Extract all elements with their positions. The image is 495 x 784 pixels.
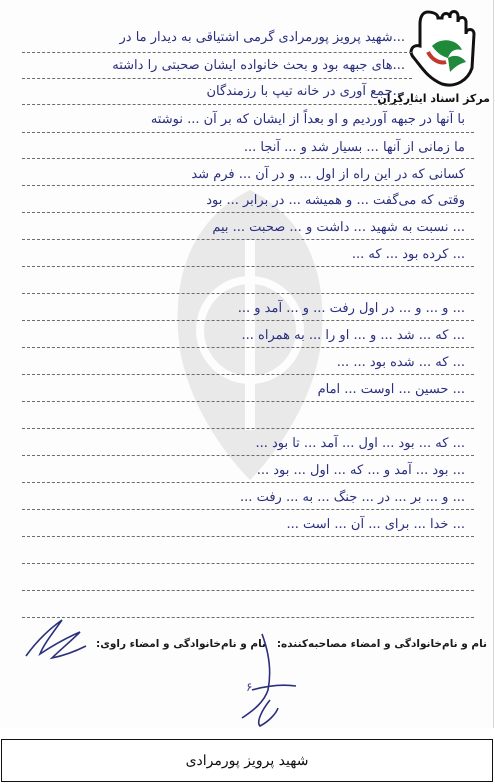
interviewer-signature-icon xyxy=(232,630,302,730)
ruled-line xyxy=(22,212,474,213)
handwritten-line: ...جمع آوری در خانه تیپ با رزمندگان xyxy=(206,84,405,99)
handwritten-line: ... بود ... آمد و ... که ... اول ... بود ... xyxy=(256,463,465,478)
caption-title: شهید پرویز پورمرادی xyxy=(185,752,309,769)
ruled-line xyxy=(22,536,474,537)
ruled-line xyxy=(22,320,474,321)
handwritten-line: ... که ... شد ... و ... او را ... به همراه ... xyxy=(241,328,465,343)
handwritten-line: ... و ... بر ... در ... جنگ ... به ... رفت ... xyxy=(240,490,465,505)
ruled-line xyxy=(22,293,474,294)
handwritten-line: ... که ... شده بود ... ... xyxy=(336,355,465,370)
hand-dove-logo-icon xyxy=(398,6,492,92)
ruled-line xyxy=(22,455,474,456)
interviewee-signature-label: نام و نام‌خانوادگی و امضاء راوی: xyxy=(96,638,266,650)
handwritten-line: ... که ... بود ... اول ... آمد ... تا بود ... xyxy=(255,436,465,451)
handwritten-line: وقتی که می‌گفت ... و همیشه ... در برابر ... بود xyxy=(206,193,465,208)
ruled-line xyxy=(22,401,474,402)
ruled-line xyxy=(22,266,474,267)
page-edge xyxy=(493,0,494,728)
organization-name: مرکز اسناد ایثارگران xyxy=(377,92,490,105)
organization-logo xyxy=(377,6,492,106)
page-number: ۶ xyxy=(246,680,253,694)
caption-box xyxy=(1,739,493,782)
handwritten-line: ...شهید پرویز پورمرادی گرمی اشتیاقی به دیدار ما در xyxy=(119,30,405,45)
ruled-line xyxy=(22,239,474,240)
handwritten-line: ...های جبهه بود و بحث خانواده ایشان صحبتی را داشته xyxy=(112,58,405,73)
handwritten-line: ... و ... و ... در اول رفت ... و ... آمد و ... xyxy=(237,301,465,316)
handwritten-line: ... کرده بود ... که ... xyxy=(351,247,465,262)
ruled-line xyxy=(22,374,474,375)
ruled-line xyxy=(22,185,474,186)
ruled-line xyxy=(22,563,474,564)
interviewer-signature-label: نام و نام‌خانوادگی و امضاء مصاحبه‌کننده: xyxy=(276,638,487,650)
interviewee-signature-icon xyxy=(22,612,92,664)
ruled-line xyxy=(22,132,474,133)
ruled-line xyxy=(22,428,474,429)
ruled-line xyxy=(22,347,474,348)
handwritten-line: ... خدا ... برای ... آن ... است ... xyxy=(286,517,465,532)
ruled-line xyxy=(22,482,474,483)
handwritten-line: ما زمانی از آنها ... بسیار شد و ... آنجا ... xyxy=(243,140,465,155)
handwritten-line: با آنها در جبهه آوردیم و او بعداً از ایشان که بر آن ... نوشته xyxy=(150,112,465,127)
ruled-line xyxy=(22,509,474,510)
ruled-line xyxy=(22,52,412,53)
ruled-line xyxy=(22,78,412,79)
handwritten-line: کسانی که در این راه از اول ... و در آن ... فرم شد xyxy=(191,167,465,182)
ruled-line xyxy=(22,158,474,159)
handwritten-line: ... نسبت به شهید ... داشت و ... صحبت ... بیم xyxy=(212,220,465,235)
ruled-line xyxy=(22,590,474,591)
handwritten-line: ... حسین ... اوست ... امام xyxy=(317,382,465,397)
ruled-line xyxy=(22,104,412,105)
